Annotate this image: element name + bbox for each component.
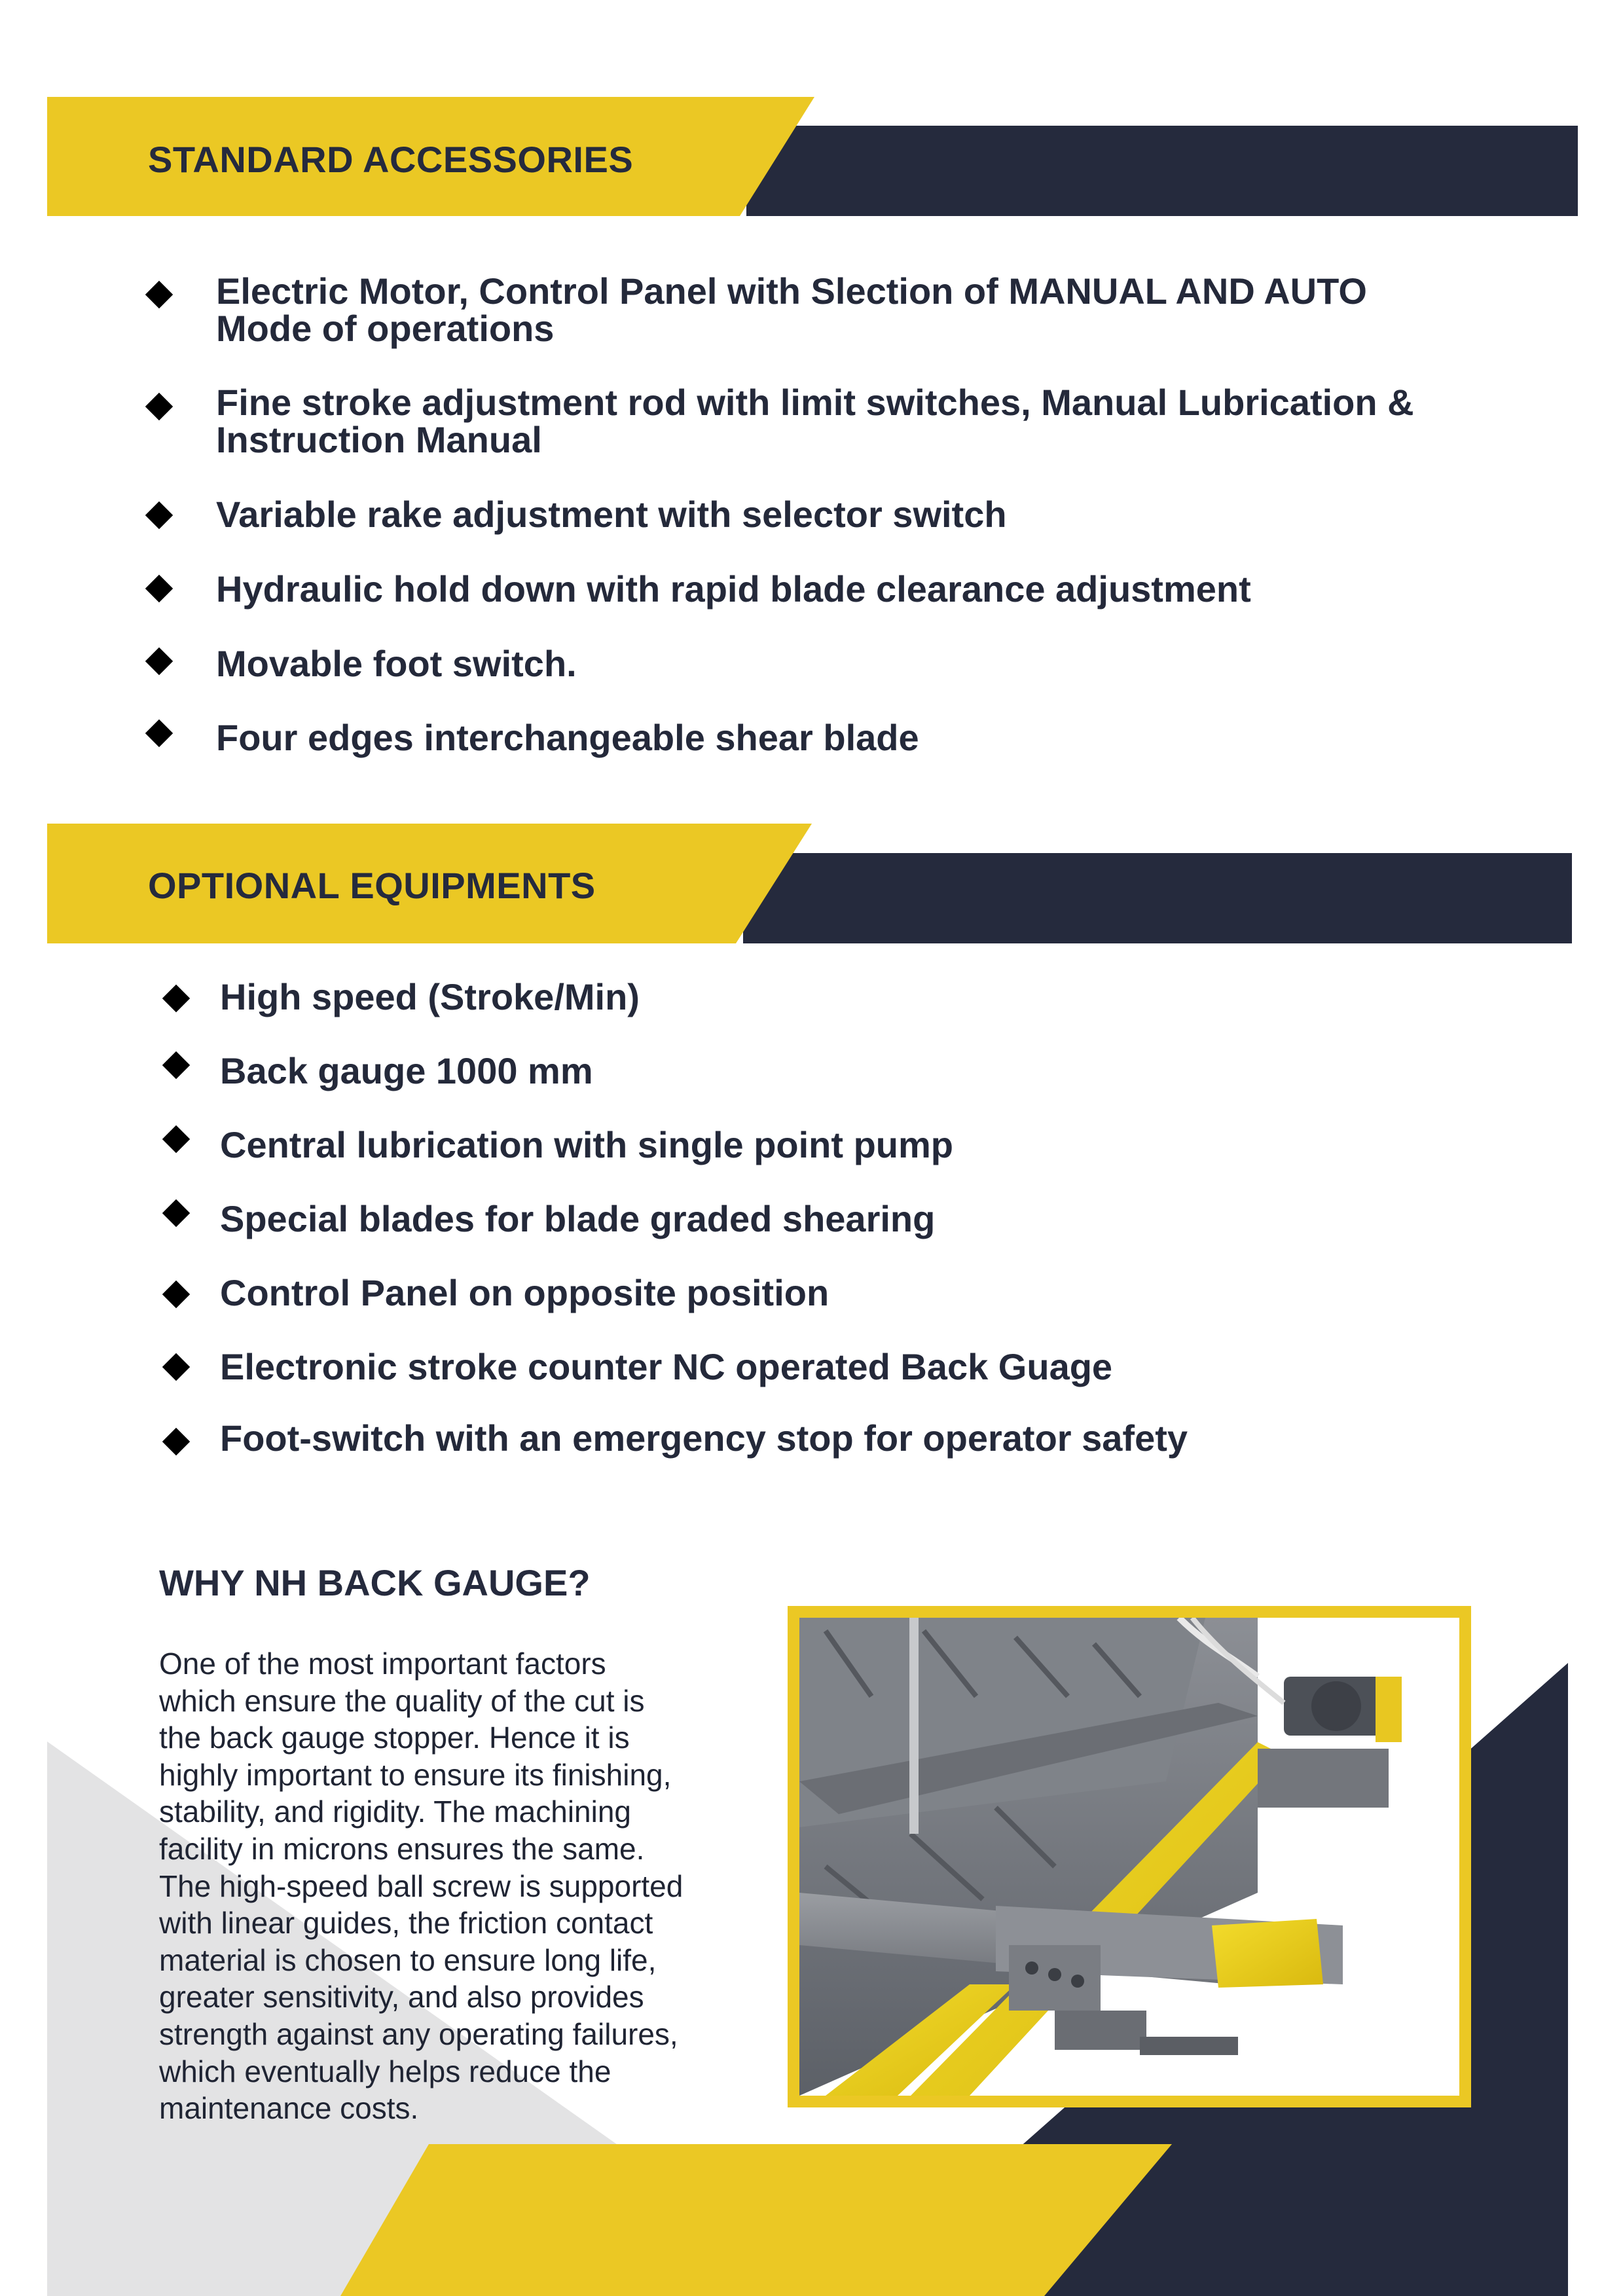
bullet-icon — [162, 1428, 190, 1455]
why-line: maintenance costs. — [159, 2091, 419, 2126]
why-line: One of the most important factors — [159, 1647, 606, 1681]
why-line: strength against any operating failures, — [159, 2016, 678, 2051]
standard-item-2-line1: Fine stroke adjustment rod with limit switches, Manual Lubrication & — [216, 382, 1414, 423]
bullet-icon — [145, 501, 173, 529]
standard-item-6: Four edges interchangeable shear blade — [216, 717, 919, 758]
why-line: greater sensitivity, and also provides — [159, 1980, 644, 2014]
optional-item-2: Back gauge 1000 mm — [220, 1050, 593, 1091]
why-line: facility in microns ensures the same. — [159, 1831, 645, 1866]
optional-item-7: Foot-switch with an emergency stop for operator safety — [220, 1417, 1188, 1459]
back-gauge-photo — [799, 1618, 1459, 2096]
why-line: material is chosen to ensure long life, — [159, 1942, 657, 1977]
bullet-icon — [162, 1125, 190, 1153]
why-paragraph — [159, 1645, 761, 2127]
why-line: which ensure the quality of the cut is — [159, 1683, 645, 1718]
standard-header-dark-band — [746, 126, 1578, 216]
bullet-icon — [145, 720, 173, 747]
optional-item-1: High speed (Stroke/Min) — [220, 976, 640, 1017]
standard-section-title: STANDARD ACCESSORIES — [148, 139, 634, 180]
why-line: the back gauge stopper. Hence it is — [159, 1721, 630, 1755]
standard-item-4: Hydraulic hold down with rapid blade clearance adjustment — [216, 568, 1251, 610]
optional-item-6: Electronic stroke counter NC operated Back Guage — [220, 1346, 1113, 1387]
bullet-icon — [162, 1199, 190, 1227]
back-gauge-machine-illustration — [799, 1618, 1459, 2096]
standard-item-1-line1: Electric Motor, Control Panel with Slection of MANUAL AND AUTO — [216, 270, 1367, 312]
why-line: with linear guides, the friction contact — [159, 1906, 653, 1941]
optional-item-3: Central lubrication with single point pump — [220, 1124, 953, 1165]
standard-item-5: Movable foot switch. — [216, 643, 577, 684]
standard-item-1-line2: Mode of operations — [216, 308, 555, 349]
optional-header-dark-band — [743, 853, 1572, 943]
standard-item-2-line2: Instruction Manual — [216, 419, 542, 460]
bullet-icon — [162, 1051, 190, 1079]
bullet-icon — [162, 985, 190, 1012]
bullet-icon — [145, 281, 173, 308]
why-section-title: WHY NH BACK GAUGE? — [159, 1562, 591, 1603]
standard-item-1 — [216, 272, 1367, 347]
bullet-icon — [145, 575, 173, 602]
why-line: stability, and rigidity. The machining — [159, 1795, 632, 1829]
bullet-icon — [162, 1353, 190, 1381]
bullet-icon — [162, 1281, 190, 1308]
bullet-icon — [145, 393, 173, 420]
back-gauge-photo-frame — [788, 1606, 1471, 2107]
why-line: which eventually helps reduce the — [159, 2054, 611, 2088]
yellow-parallelogram — [340, 2144, 1172, 2296]
standard-item-3: Variable rake adjustment with selector switch — [216, 494, 1007, 535]
optional-section-title: OPTIONAL EQUIPMENTS — [148, 865, 596, 906]
optional-item-5: Control Panel on opposite position — [220, 1272, 830, 1313]
optional-item-4: Special blades for blade graded shearing — [220, 1198, 936, 1239]
bullet-icon — [145, 647, 173, 675]
standard-item-2 — [216, 384, 1414, 458]
why-line: highly important to ensure its finishing, — [159, 1757, 672, 1792]
why-line: The high-speed ball screw is supported — [159, 1868, 684, 1903]
